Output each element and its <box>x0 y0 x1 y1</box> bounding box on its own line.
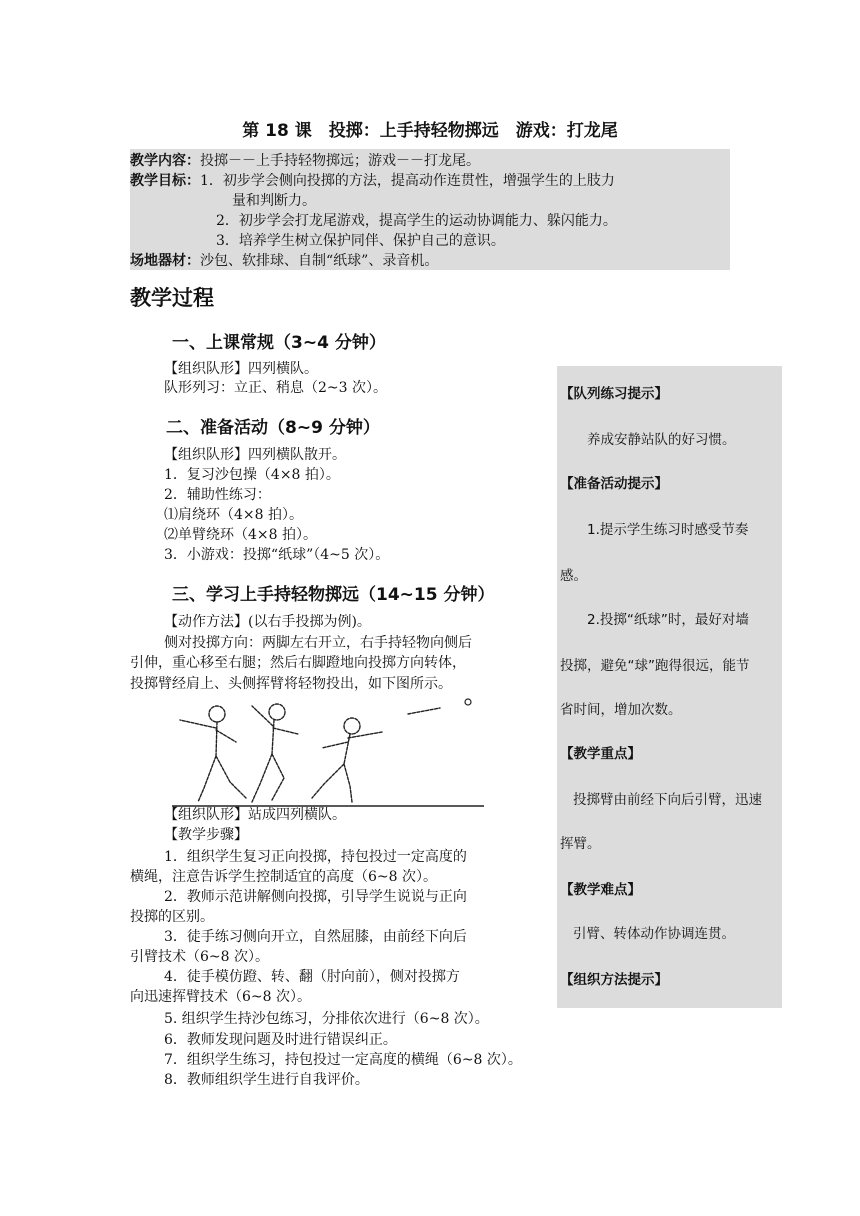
section1-heading: 一、上课常规（3~4 分钟） <box>172 333 386 353</box>
goal-1a: 1．初步学会侧向投掷的方法，提高动作连贯性，增强学生的上肢力 <box>200 173 615 189</box>
sidebar-heading: 【组织方法提示】 <box>560 972 668 988</box>
step-line: 引臂技术（6~8 次）。 <box>130 949 269 965</box>
process-heading: 教学过程 <box>130 286 214 310</box>
goal-2: 2．初步学会打龙尾游戏，提高学生的运动协调能力、躲闪能力。 <box>216 213 617 229</box>
tips-sidebar <box>557 366 782 1008</box>
sec2-line: 1．复习沙包操（4×8 拍）。 <box>164 467 340 483</box>
step-line: 1．组织学生复习正向投掷，持包投过一定高度的 <box>164 849 467 865</box>
sec2-line: ⑴肩绕环（4×8 拍）。 <box>164 507 303 523</box>
sec1-line: 【组织队形】四列横队。 <box>164 361 318 377</box>
step-line: 3．徒手练习侧向开立，自然屈膝，由前经下向后 <box>164 929 467 945</box>
sidebar-text: 投掷臂由前经下向后引臂，迅速 <box>573 792 762 808</box>
sidebar-text: 2.投掷“纸球”时，最好对墙 <box>587 612 749 628</box>
step-line: 5. 组织学生持沙包练习，分排依次进行（6~8 次）。 <box>164 1011 489 1027</box>
sidebar-text: 挥臂。 <box>560 836 601 852</box>
sidebar-text: 1.提示学生练习时感受节奏 <box>587 522 749 538</box>
step-line: 向迅速挥臂技术（6~8 次）。 <box>130 989 311 1005</box>
content-label: 教学内容： <box>130 153 200 169</box>
step-line: 2．教师示范讲解侧向投掷，引导学生说说与正向 <box>164 889 467 905</box>
lesson-title: 第 18 课 投掷：上手持轻物掷远 游戏：打龙尾 <box>242 121 618 141</box>
step-line: 6．教师发现问题及时进行错误纠正。 <box>164 1032 397 1048</box>
step-line: 投掷的区别。 <box>130 909 214 925</box>
sidebar-heading: 【教学重点】 <box>560 746 641 762</box>
equipment-text: 沙包、软排球、自制“纸球”、录音机。 <box>200 253 439 269</box>
sec1-line: 队形列习：立正、稍息（2~3 次）。 <box>164 380 387 396</box>
goal-label: 教学目标： <box>130 173 200 189</box>
step-line: 横绳，注意告诉学生控制适宜的高度（6~8 次）。 <box>130 869 437 885</box>
sec2-line: 【组织队形】四列横队散开。 <box>164 447 346 463</box>
goal-row <box>130 171 615 191</box>
sec2-line: ⑵单臂绕环（4×8 拍）。 <box>164 527 317 543</box>
step-line: 4．徒手模仿蹬、转、翻（肘向前），侧对投掷方 <box>164 969 460 985</box>
sidebar-text: 感。 <box>560 568 587 584</box>
sidebar-heading: 【教学难点】 <box>560 882 641 898</box>
sidebar-heading: 【队列练习提示】 <box>560 386 668 402</box>
sec3-line: 【组织队形】站成四列横队。 <box>164 807 346 823</box>
sidebar-text: 投掷，避免“球”跑得很远，能节 <box>560 658 750 674</box>
sec3-line: 【教学步骤】 <box>164 827 248 843</box>
throwing-illustration <box>172 698 484 808</box>
step-line: 7．组织学生练习，持包投过一定高度的横绳（6~8 次）。 <box>164 1052 522 1068</box>
goal-3: 3．培养学生树立保护同伴、保护自己的意识。 <box>216 233 505 249</box>
section2-heading: 二、准备活动（8~9 分钟） <box>166 418 380 438</box>
content-row <box>130 151 480 171</box>
content-text: 投掷－－上手持轻物掷远；游戏－－打龙尾。 <box>200 153 480 169</box>
sidebar-text: 养成安静站队的好习惯。 <box>587 432 736 448</box>
sec3-line: 侧对投掷方向：两脚左右开立，右手持轻物向侧后 <box>164 635 472 651</box>
equipment-label: 场地器材： <box>130 253 200 269</box>
sec2-line: 2．辅助性练习： <box>164 487 271 503</box>
sidebar-heading: 【准备活动提示】 <box>560 476 668 492</box>
sec2-line: 3．小游戏：投掷“纸球”（4~5 次）。 <box>164 547 390 563</box>
step-line: 8．教师组织学生进行自我评价。 <box>164 1072 369 1088</box>
sidebar-text: 省时间，增加次数。 <box>560 702 682 718</box>
section3-heading: 三、学习上手持轻物掷远（14~15 分钟） <box>172 585 495 605</box>
sidebar-text: 引臂、转体动作协调连贯。 <box>573 926 735 942</box>
sec3-line: 【动作方法】(以右手投掷为例)。 <box>164 614 371 630</box>
goal-1b: 量和判断力。 <box>232 193 316 209</box>
equipment-row <box>130 251 438 271</box>
sec3-line: 投掷臂经肩上、头侧挥臂将轻物投出，如下图所示。 <box>130 676 452 692</box>
sec3-line: 引伸，重心移至右腿；然后右脚蹬地向投掷方向转体， <box>130 655 466 671</box>
